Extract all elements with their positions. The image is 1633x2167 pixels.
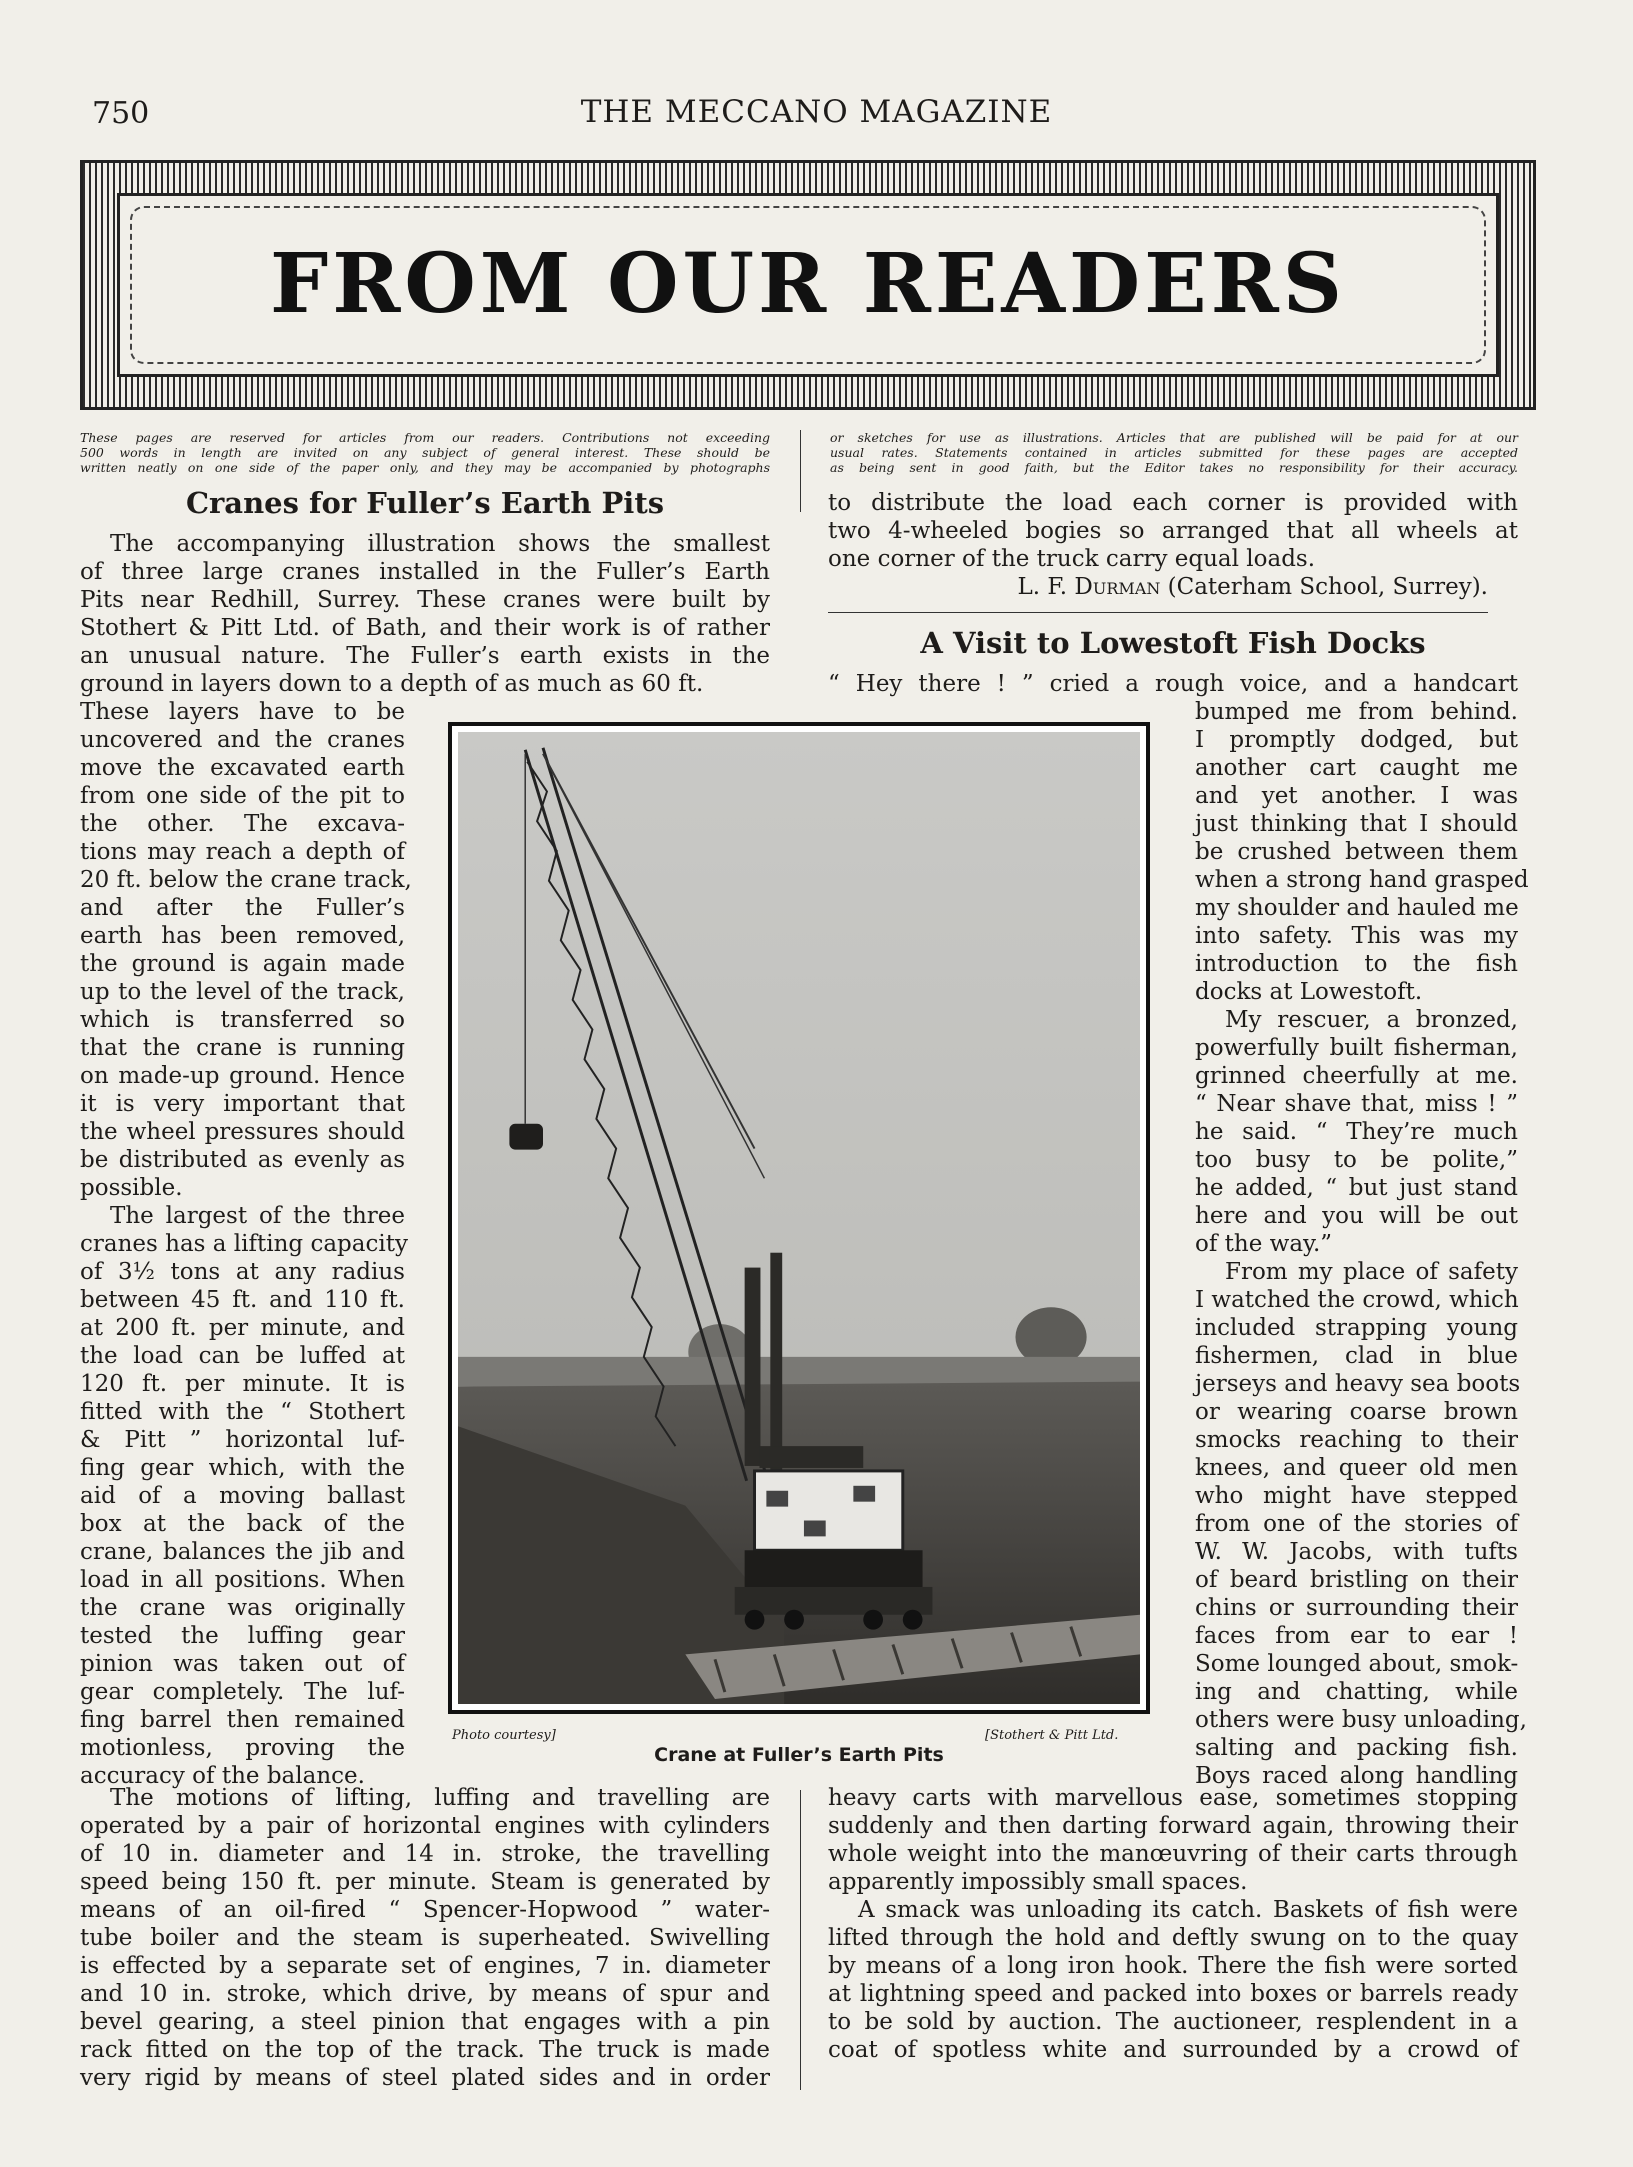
text-line: of the way.” xyxy=(1195,1231,1333,1257)
text-line: pinion was taken out of xyxy=(80,1651,405,1677)
text-line: The largest of the three xyxy=(110,1203,405,1229)
text-line: My rescuer, a bronzed, xyxy=(1225,1007,1518,1033)
intro-note-left xyxy=(80,430,770,475)
text-line: from one of the stories of xyxy=(1195,1511,1518,1537)
text-line: fing gear which, with the xyxy=(80,1455,405,1481)
text-line: the ground is again made xyxy=(80,951,405,977)
text-line: The motions of lifting, luffing and travelling are xyxy=(110,1785,770,1811)
note-line: as being sent in good faith, but the Editor takes no responsibility for their accuracy. xyxy=(830,460,1518,475)
text-line: when a strong hand grasped xyxy=(1195,867,1529,893)
text-line: very rigid by means of steel plated sides and in order xyxy=(80,2065,770,2091)
text-line: Stothert & Pitt Ltd. of Bath, and their work is of rather xyxy=(80,615,770,641)
text-line: suddenly and then darting forward again, throwing their xyxy=(828,1813,1518,1839)
text-line: up to the level of the track, xyxy=(80,979,405,1005)
text-line: of 10 in. diameter and 14 in. stroke, the travelling xyxy=(80,1841,770,1867)
text-line: I watched the crowd, which xyxy=(1195,1287,1519,1313)
text-line: crane, balances the jib and xyxy=(80,1539,405,1565)
text-line: ing and chatting, while xyxy=(1195,1679,1518,1705)
text-line: cranes has a lifting capacity xyxy=(80,1231,408,1257)
text-line: salting and packing fish. xyxy=(1195,1735,1518,1761)
text-line: lifted through the hold and deftly swung on to the quay xyxy=(828,1925,1518,1951)
author-initials: L. F. xyxy=(1017,574,1075,600)
text-line: of beard bristling on their xyxy=(1195,1567,1518,1593)
text-line: powerfully built fisherman, xyxy=(1195,1035,1518,1061)
photo-credit-left: Photo courtesy] xyxy=(452,1728,556,1743)
text-line: tions may reach a depth of xyxy=(80,839,405,865)
text-line: uncovered and the cranes xyxy=(80,727,405,753)
text-line: the other. The excava- xyxy=(80,811,405,837)
text-line: which is transferred so xyxy=(80,1007,405,1033)
text-line: motionless, proving the xyxy=(80,1735,405,1761)
article-divider xyxy=(828,612,1488,613)
text-line: here and you will be out xyxy=(1195,1203,1518,1229)
text-line: one corner of the truck carry equal loads. xyxy=(828,546,1316,572)
photo-caption: Crane at Fuller’s Earth Pits xyxy=(654,1744,944,1766)
text-line: heavy carts with marvellous ease, sometimes stopping xyxy=(828,1785,1518,1811)
text-line: from one side of the pit to xyxy=(80,783,405,809)
text-line: box at the back of the xyxy=(80,1511,405,1537)
note-line: usual rates. Statements contained in articles submitted for these pages are accepted xyxy=(830,445,1518,460)
text-line: aid of a moving ballast xyxy=(80,1483,405,1509)
text-line: at lightning speed and packed into boxes or barrels ready xyxy=(828,1981,1518,2007)
text-line: apparently impossibly small spaces. xyxy=(828,1869,1248,1895)
intro-note-right xyxy=(830,430,1518,475)
text-line: “ Near shave that, miss ! ” xyxy=(1195,1091,1518,1117)
article-title-cranes: Cranes for Fuller’s Earth Pits xyxy=(185,486,665,520)
text-line: the wheel pressures should xyxy=(80,1119,405,1145)
crane-photo-image xyxy=(458,732,1140,1704)
text-line: ground in layers down to a depth of as much as 60 ft. xyxy=(80,671,704,697)
article-title-lowestoft: A Visit to Lowestoft Fish Docks xyxy=(920,626,1426,660)
crane-photo xyxy=(448,722,1150,1714)
text-line: it is very important that xyxy=(80,1091,405,1117)
text-line: be crushed between them xyxy=(1195,839,1518,865)
text-line: possible. xyxy=(80,1175,183,1201)
text-line: fitted with the “ Stothert xyxy=(80,1399,405,1425)
text-line: included strapping young xyxy=(1195,1315,1518,1341)
banner-frame xyxy=(117,193,1499,377)
text-line: just thinking that I should xyxy=(1195,811,1518,837)
author-school: (Caterham School, Surrey). xyxy=(1160,574,1488,600)
text-line: at 200 ft. per minute, and xyxy=(80,1315,405,1341)
text-line: by means of a long iron hook. There the fish were sorted xyxy=(828,1953,1518,1979)
note-line: 500 words in length are invited on any subject of general interest. These should be xyxy=(80,445,770,460)
note-line: written neatly on one side of the paper only, and they may be accompanied by photographs xyxy=(80,460,770,475)
text-line: to distribute the load each corner is provided with xyxy=(828,490,1518,516)
text-line: operated by a pair of horizontal engines with cylinders xyxy=(80,1813,770,1839)
text-line: gear completely. The luf- xyxy=(80,1679,405,1705)
text-line: that the crane is running xyxy=(80,1035,405,1061)
column-divider xyxy=(800,1790,801,2090)
page-number: 750 xyxy=(92,96,150,131)
section-title: FROM OUR READERS xyxy=(270,236,1346,332)
text-line: move the excavated earth xyxy=(80,755,405,781)
text-line: whole weight into the manœuvring of their carts through xyxy=(828,1841,1518,1867)
text-line: be distributed as evenly as xyxy=(80,1147,405,1173)
text-line: means of an oil-fired “ Spencer-Hopwood ” water- xyxy=(80,1897,770,1923)
author-name: Durman xyxy=(1074,574,1161,600)
text-line: fing barrel then remained xyxy=(80,1707,405,1733)
text-line: and 10 in. stroke, which drive, by means of spur and xyxy=(80,1981,770,2007)
text-line: & Pitt ” horizontal luf- xyxy=(80,1427,405,1453)
text-line: tested the luffing gear xyxy=(80,1623,405,1649)
text-line: into safety. This was my xyxy=(1195,923,1518,949)
text-line: and after the Fuller’s xyxy=(80,895,405,921)
text-line: smocks reaching to their xyxy=(1195,1427,1518,1453)
text-line: Pits near Redhill, Surrey. These cranes were built by xyxy=(80,587,770,613)
text-line: others were busy unloading, xyxy=(1195,1707,1527,1733)
column-divider xyxy=(800,430,801,512)
text-line: W. W. Jacobs, with tufts xyxy=(1195,1539,1518,1565)
text-line: 120 ft. per minute. It is xyxy=(80,1371,405,1397)
text-line: From my place of safety xyxy=(1225,1259,1518,1285)
article-cranes-top xyxy=(80,530,770,698)
continued-lines xyxy=(828,489,1518,573)
text-line: docks at Lowestoft. xyxy=(1195,979,1423,1005)
text-line: I promptly dodged, but xyxy=(1195,727,1518,753)
text-line: grinned cheerfully at me. xyxy=(1195,1063,1518,1089)
text-line: of three large cranes installed in the Fuller’s Earth xyxy=(80,559,770,585)
text-line: the load can be luffed at xyxy=(80,1343,405,1369)
text-line: is effected by a separate set of engines, 7 in. diameter xyxy=(80,1953,770,1979)
text-line: tube boiler and the steam is superheated. Swivelling xyxy=(80,1925,770,1951)
text-line: fishermen, clad in blue xyxy=(1195,1343,1518,1369)
article-lowestoft-first-line xyxy=(828,670,1518,698)
text-line: too busy to be polite,” xyxy=(1195,1147,1518,1173)
text-line: earth has been removed, xyxy=(80,923,405,949)
text-line: on made-up ground. Hence xyxy=(80,1063,405,1089)
note-line: or sketches for use as illustrations. Articles that are published will be paid for at our xyxy=(830,430,1518,445)
text-line: chins or surrounding their xyxy=(1195,1595,1518,1621)
text-line: and yet another. I was xyxy=(1195,783,1518,809)
text-line: 20 ft. below the crane track, xyxy=(80,867,412,893)
article-lowestoft-narrow xyxy=(1195,698,1529,1790)
text-line: between 45 ft. and 110 ft. xyxy=(80,1287,405,1313)
text-line: who might have stepped xyxy=(1195,1483,1518,1509)
photo-credit-right: [Stothert & Pitt Ltd. xyxy=(985,1728,1119,1743)
note-line: These pages are reserved for articles from our readers. Contributions not exceeding xyxy=(80,430,770,445)
article-cranes-continued xyxy=(828,489,1518,601)
text-line: he said. “ They’re much xyxy=(1195,1119,1518,1145)
text-line: jerseys and heavy sea boots xyxy=(1195,1371,1521,1397)
text-line: rack fitted on the top of the track. The truck is made xyxy=(80,2037,770,2063)
text-line: two 4-wheeled bogies so arranged that all wheels at xyxy=(828,518,1518,544)
article-lowestoft-bottom xyxy=(828,1784,1518,2064)
text-line: or wearing coarse brown xyxy=(1195,1399,1518,1425)
section-banner xyxy=(80,160,1536,410)
text-line: bumped me from behind. xyxy=(1195,699,1518,725)
text-line: he added, “ but just stand xyxy=(1195,1175,1518,1201)
text-line: of 3½ tons at any radius xyxy=(80,1259,405,1285)
text-line: an unusual nature. The Fuller’s earth exists in the xyxy=(80,643,770,669)
magazine-title: THE MECCANO MAGAZINE xyxy=(580,94,1053,130)
text-line: A smack was unloading its catch. Baskets of fish were xyxy=(858,1897,1518,1923)
text-line: The accompanying illustration shows the smallest xyxy=(110,531,770,557)
text-line: faces from ear to ear ! xyxy=(1195,1623,1518,1649)
text-line: knees, and queer old men xyxy=(1195,1455,1518,1481)
text-line: These layers have to be xyxy=(80,699,405,725)
text-line: Boys raced along handling xyxy=(1195,1763,1518,1789)
text-line: bevel gearing, a steel pinion that engages with a pin xyxy=(80,2009,770,2035)
text-line: “ Hey there ! ” cried a rough voice, and a handcart xyxy=(828,671,1518,697)
text-line: introduction to the fish xyxy=(1195,951,1518,977)
text-line: Some lounged about, smok- xyxy=(1195,1651,1519,1677)
text-line: coat of spotless white and surrounded by a crowd of xyxy=(828,2037,1518,2063)
text-line: speed being 150 ft. per minute. Steam is generated by xyxy=(80,1869,770,1895)
text-line: load in all positions. When xyxy=(80,1567,405,1593)
text-line: the crane was originally xyxy=(80,1595,405,1621)
text-line: accuracy of the balance. xyxy=(80,1763,365,1789)
text-line: another cart caught me xyxy=(1195,755,1518,781)
text-line: my shoulder and hauled me xyxy=(1195,895,1519,921)
text-line: to be sold by auction. The auctioneer, resplendent in a xyxy=(828,2009,1518,2035)
author-signature xyxy=(828,573,1518,601)
article-cranes-bottom xyxy=(80,1784,770,2092)
article-cranes-narrow xyxy=(80,698,412,1790)
